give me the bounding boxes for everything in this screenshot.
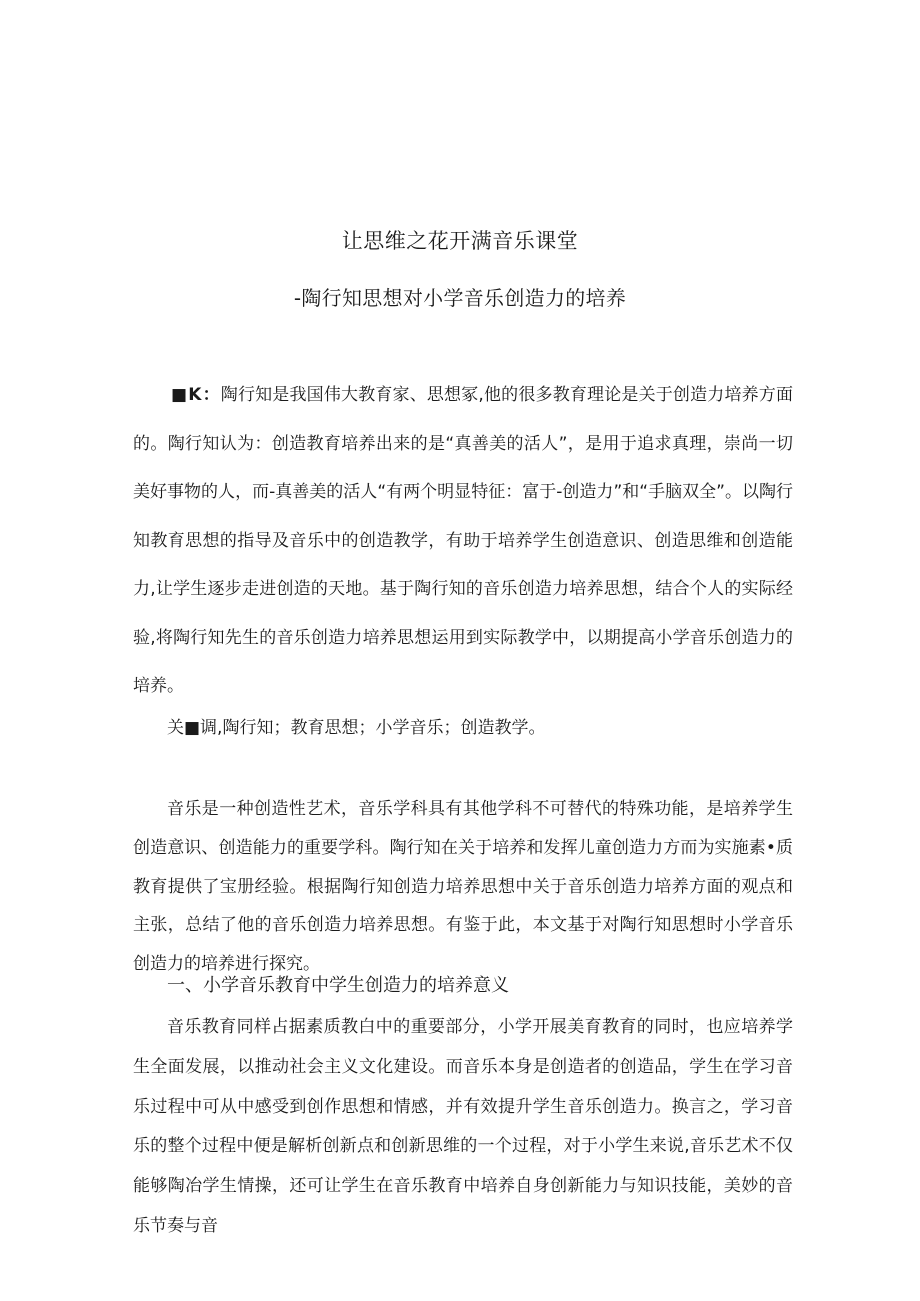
- abstract-paragraph: [133, 371, 793, 711]
- document-title: 让思维之花开满音乐课堂: [341, 229, 579, 253]
- abstract-label: ■K：: [171, 385, 221, 405]
- section-1-paragraph: 音乐教育同样占据素质教白中的重要部分，小学开展美育教育的同时，也应培养学生全面发展，以推动社会主义文化建设。而音乐本身是创造者的创造品，学生在学习音乐过程中可从中感受到创作思想和情感，并有效提升学生音乐创造力。换言之，学习音乐的整个过程中便是解析创新点和创新思维的一个过程，对于小学生来说,音乐艺术不仅能够陶冶学生情操，还可让学生在音乐教育中培养自身创新能力与知识技能，美妙的音乐节奏与音: [133, 1017, 793, 1236]
- intro-paragraph: 音乐是一种创造性艺术，音乐学科具有其他学科不可替代的特殊功能，是培养学生创造意识、创造能力的重要学科。陶行知在关于培养和发挥儿童创造力方而为实施素•质教育提供了宝册经验。根据陶行知创造力培养思想中关于音乐创造力培养方面的观点和主张，总结了他的音乐创造力培养思想。有鉴于此，本文基于对陶行知思想时小学音乐创造力的培养进行探究。: [133, 799, 793, 975]
- abstract-text: 陶行知是我国伟大教育家、思想冢,他的很多教育理论是关于创造力培养方面的。陶行知认为：创造教育培养出来的是“真善美的活人”，是用于追求真理，崇尚一切美好事物的人，而-真善美的活人“有两个明显特征：富于-创造力”和“手脑双全”。以陶行知教育思想的指导及音乐中的创造教学，有助于培养学生创造意识、创造思维和创造能力,让学生逐步走进创造的天地。基于陶行知的音乐创造力培养思想，结合个人的实际经验,将陶行知先生的音乐创造力培养思想运用到实际教学中，以期提高小学音乐创造力的培养。: [133, 385, 793, 696]
- keywords-line: 关■调,陶行知；教育思想；小学音乐；创造教学。: [167, 718, 546, 738]
- document-subtitle: -陶行知思想对小学音乐创造力的培养: [293, 286, 627, 310]
- section-heading-1: 一、小学音乐教育中学生创造力的培养意义: [167, 975, 509, 996]
